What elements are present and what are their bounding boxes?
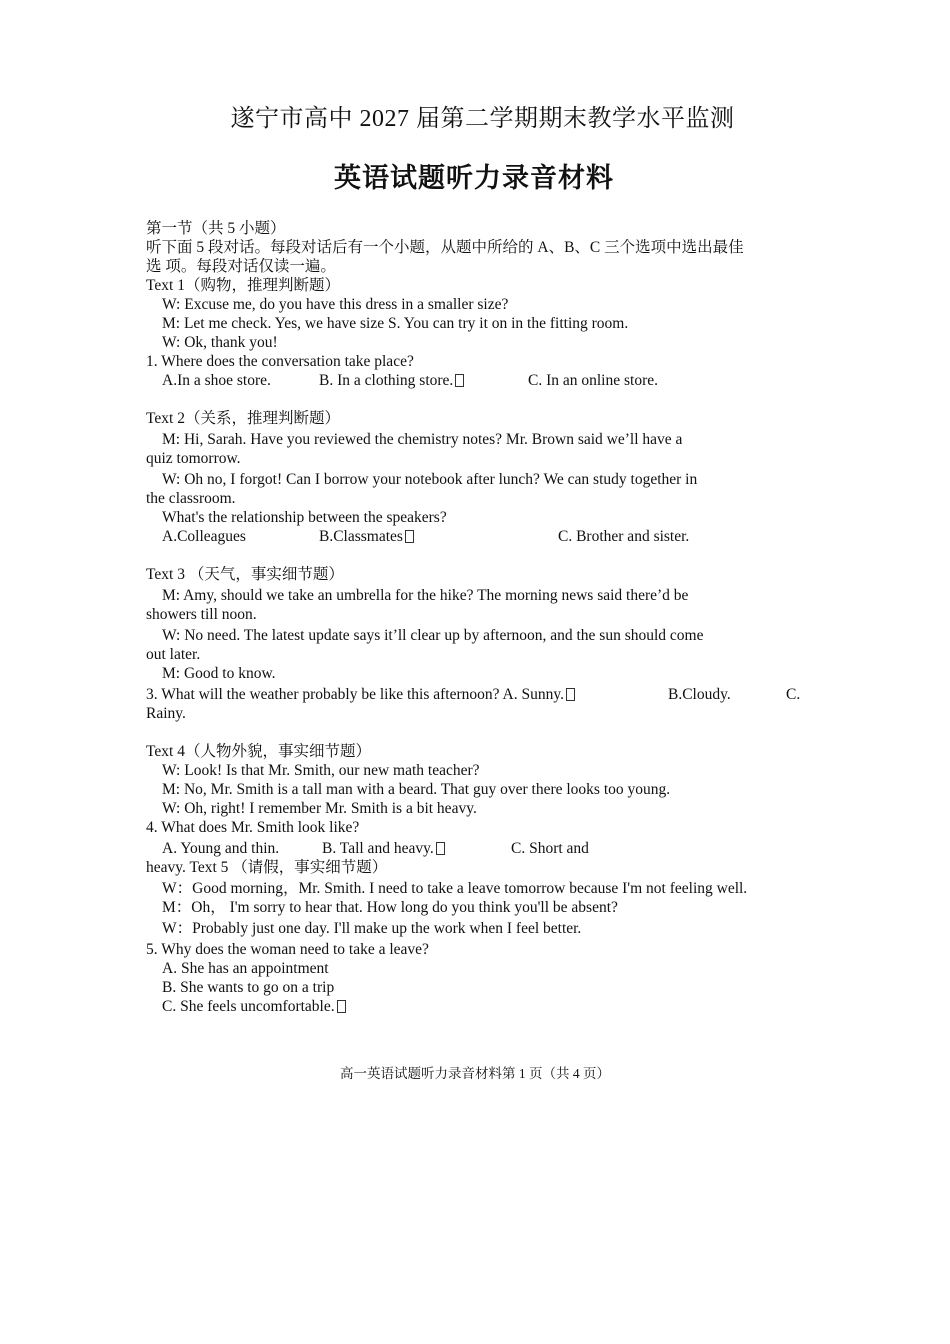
option-c: C. In an online store. [528,372,659,389]
option-b-text: B. Tall and heavy. [322,840,434,857]
dialogue-line: M: Let me check. Yes, we have size S. You can try it on in the fitting room. [162,315,629,332]
section-heading: 第一节（共 5 小题） [146,220,286,237]
dialogue-line: M: Good to know. [162,665,276,682]
question-1: 1. Where does the conversation take place? [146,353,414,370]
text3-heading: Text 3 （天气，事实细节题） [146,566,344,583]
exam-subtitle: 英语试题听力录音材料 [334,163,614,193]
option-b [319,371,528,390]
option-b-text: B. In a clothing store. [319,372,454,389]
instructions-line-1: 听下面 5 段对话。每段对话后有一个小题，从题中所给的 A、B、C 三个选项中选出最佳 [146,239,744,256]
dialogue-line: M: No, Mr. Smith is a tall man with a beard. That guy over there looks too young. [162,781,671,798]
page-footer: 高一英语试题听力录音材料第 1 页（共 4 页） [340,1066,610,1081]
dialogue-line: W: Oh no, I forgot! Can I borrow your notebook after lunch? We can study together in [162,471,698,488]
option-b: B. She wants to go on a trip [162,979,335,996]
dialogue-line: M：Oh， I'm sorry to hear that. How long do you think you'll be absent? [162,899,618,916]
answer-mark-icon [337,1000,346,1013]
option-c [146,997,802,1016]
dialogue-line-cont: out later. [146,646,201,663]
option-c: C. Short and [511,840,589,857]
option-b [322,839,511,858]
question-3-text [146,685,668,704]
dialogue-line: M: Hi, Sarah. Have you reviewed the chemistry notes? Mr. Brown said we’ll have a [162,431,683,448]
dialogue-line-cont: the classroom. [146,490,236,507]
dialogue-line: W: Ok, thank you! [162,334,278,351]
text1-heading: Text 1（购物，推理判断题） [146,277,340,294]
question-2-options [146,527,802,546]
question-5: 5. Why does the woman need to take a leave? [146,941,429,958]
dialogue-line: W: Oh, right! I remember Mr. Smith is a bit heavy. [162,800,477,817]
option-a: A. Young and thin. [162,840,280,857]
dialogue-line-cont: showers till noon. [146,606,257,623]
question-4: 4. What does Mr. Smith look like? [146,819,360,836]
question-1-options [146,371,802,390]
document-body [146,219,802,1016]
option-b: B.Cloudy. [668,686,731,703]
option-c: C. Brother and sister. [558,528,690,545]
option-b [319,527,558,546]
text2-heading: Text 2（关系，推理判断题） [146,410,340,427]
dialogue-line: W: Look! Is that Mr. Smith, our new math teacher? [162,762,480,779]
option-a: A.Colleagues [162,528,246,545]
exam-title: 遂宁市高中 2027 届第二学期期末教学水平监测 [230,106,735,132]
dialogue-line: W：Probably just one day. I'll make up the work when I feel better. [162,920,582,937]
option-c-label: C. [786,686,801,703]
dialogue-line-cont: quiz tomorrow. [146,450,241,467]
option-c-text: C. She feels uncomfortable. [162,998,335,1015]
option-c-cont: Rainy. [146,705,186,722]
text4-heading: Text 4（人物外貌，事实细节题） [146,743,371,760]
instructions-line-2: 选 项。每段对话仅读一遍。 [146,258,336,275]
option-a: A.In a shoe store. [162,372,271,389]
answer-mark-icon [436,842,445,855]
answer-mark-icon [405,530,414,543]
answer-mark-icon [566,688,575,701]
option-b-text: B.Classmates [319,528,403,545]
question-2: What's the relationship between the speakers? [162,509,447,526]
dialogue-line: M: Amy, should we take an umbrella for the hike? The morning news said there’d be [162,587,689,604]
option-a: A. She has an appointment [162,960,329,977]
dialogue-line: W：Good morning，Mr. Smith. I need to take a leave tomorrow because I'm not feeling well. [162,880,748,897]
answer-mark-icon [455,374,464,387]
dialogue-line: W: Excuse me, do you have this dress in a smaller size? [162,296,509,313]
text5-heading: heavy. Text 5 （请假，事实细节题） [146,859,388,876]
dialogue-line: W: No need. The latest update says it’ll clear up by afternoon, and the sun should come [162,627,704,644]
question-3 [146,685,802,704]
question-4-options [146,839,802,858]
question-3-stem: 3. What will the weather probably be like this afternoon? A. Sunny. [146,686,564,703]
